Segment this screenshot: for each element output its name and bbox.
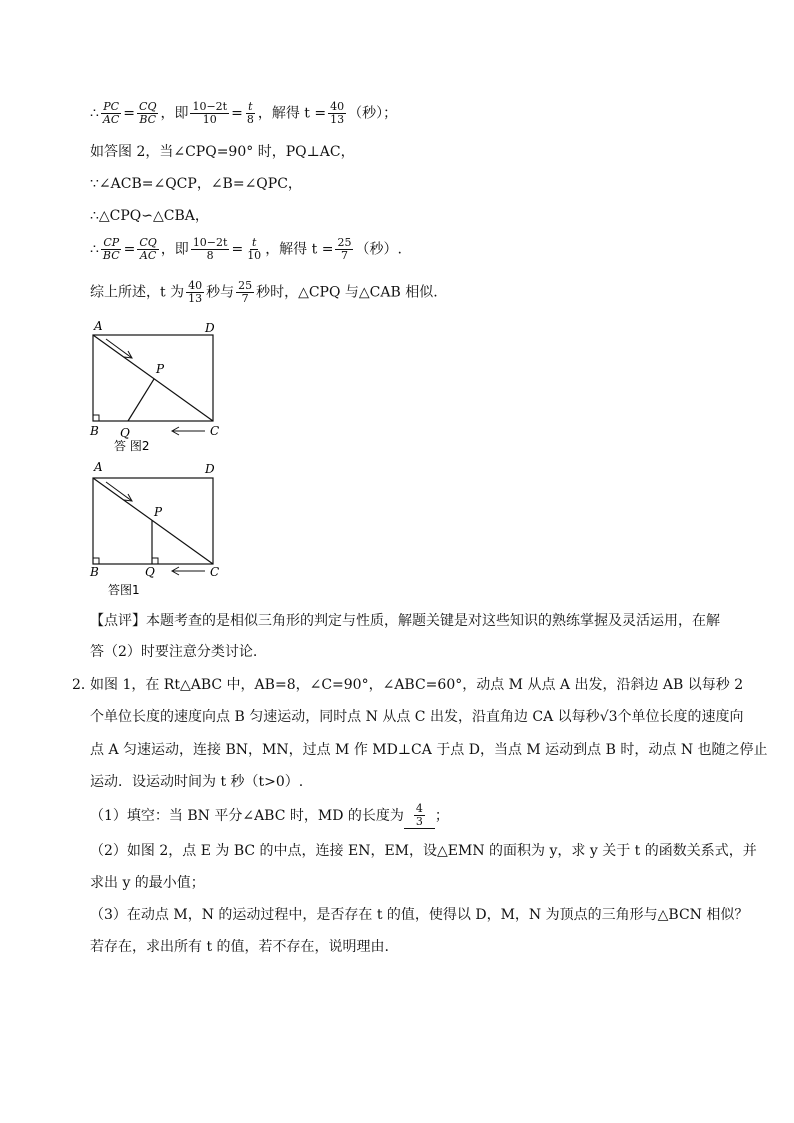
label-q: Q xyxy=(120,426,130,440)
solution-line-1: ∴ $\frac{PC}{AC}$ = $\frac{CQ}{BC}$ ，即 $\frac{10-2t}{10}$ = $\frac{t}{8}$ ，解得 t = $\frac{40}{13}$ （秒）； xyxy=(90,100,398,126)
solution-line-2: 如答图 2，当∠CPQ=90° 时，PQ⊥AC， xyxy=(90,144,355,160)
fraction-expr: $\frac{10-2t}{10}$ xyxy=(192,100,228,126)
label-c: C xyxy=(210,565,220,579)
fraction-4-3: $\frac{4}{3}$ xyxy=(415,802,423,828)
fraction-t: $\frac{t}{8}$ xyxy=(246,100,254,126)
comment-line-2: 答（2）时要注意分类讨论. xyxy=(90,644,258,660)
fraction-cq-bc: $\frac{CQ}{BC}$ xyxy=(139,100,157,126)
fraction-40-13: $\frac{40}{13}$ xyxy=(188,279,203,305)
label-a: A xyxy=(94,460,103,474)
comment-line-1: 【点评】本题考查的是相似三角形的判定与性质，解题关键是对这些知识的熟练掌握及灵活运用，在解 xyxy=(90,613,720,629)
solution-line-3: ∵∠ACB=∠QCP，∠B=∠QPC， xyxy=(90,176,302,192)
right-angle-mark xyxy=(93,415,99,421)
part-1: （1）填空：当 BN 平分∠ABC 时，MD 的长度为 $\frac{4}{3}$ ； xyxy=(90,802,449,828)
label-b: B xyxy=(90,565,99,579)
therefore-symbol: ∴ xyxy=(90,105,99,122)
question-line-2: 个单位长度的速度向点 B 匀速运动，同时点 N 从点 C 出发，沿直角边 CA 以每秒√3个单位长度的速度向 xyxy=(90,709,744,725)
sqrt3: √3 xyxy=(599,709,618,725)
label-p: P xyxy=(156,362,165,376)
fraction-t: $\frac{t}{10}$ xyxy=(247,236,262,262)
fraction-25-7: $\frac{25}{7}$ xyxy=(238,279,253,305)
label-p: P xyxy=(154,505,163,519)
arrow-ap xyxy=(106,339,132,358)
fraction-expr: $\frac{10-2t}{8}$ xyxy=(192,236,228,262)
figure-caption: 答图1 xyxy=(108,583,140,597)
fraction-pc-ac: $\frac{PC}{AC}$ xyxy=(102,100,120,126)
label-c: C xyxy=(210,424,220,438)
answer-blank xyxy=(404,803,435,829)
solution-line-4: ∴△CPQ∽△CBA， xyxy=(90,208,209,224)
part-3-line-2: 若存在，求出所有 t 的值，若不存在，说明理由. xyxy=(90,939,389,955)
question-line-1: 如图 1，在 Rt△ABC 中，AB=8，∠C=90°，∠ABC=60°，动点 M 从点 A 出发，沿斜边 AB 以每秒 2 xyxy=(90,677,744,693)
label-q: Q xyxy=(145,565,155,579)
fraction-result: $\frac{25}{7}$ xyxy=(337,236,352,262)
part-2-line-2: 求出 y 的最小值； xyxy=(90,875,205,891)
question-line-4: 运动．设运动时间为 t 秒（t>0）. xyxy=(90,774,304,790)
fraction-cq-ac: $\frac{CQ}{AC}$ xyxy=(139,236,157,262)
right-angle-mark xyxy=(93,558,99,564)
label-a: A xyxy=(94,319,103,333)
label-d: D xyxy=(205,462,215,476)
question-line-3: 点 A 匀速运动，连接 BN，MN，过点 M 作 MD⊥CA 于点 D，当点 M 运动到点 B 时，动点 N 也随之停止 xyxy=(90,742,768,758)
label-d: D xyxy=(205,321,215,335)
fraction-cp-bc: $\frac{CP}{BC}$ xyxy=(102,236,120,262)
arrow-ap xyxy=(106,482,132,501)
solution-line-5: ∴ $\frac{CP}{BC}$ = $\frac{CQ}{AC}$ ，即 $\frac{10-2t}{8}$ = $\frac{t}{10}$ ，解得 t = $\frac{25}{7}$ （秒）. xyxy=(90,236,402,262)
answer-figure-2 xyxy=(80,315,240,455)
diagonal-ac xyxy=(93,478,213,564)
diagonal-ac xyxy=(93,335,213,421)
label-b: B xyxy=(90,424,99,438)
answer-figure-1 xyxy=(80,458,240,598)
fraction-result: $\frac{40}{13}$ xyxy=(330,100,345,126)
segment-pq xyxy=(128,379,154,421)
figure-caption: 答 图2 xyxy=(114,439,150,453)
solution-summary: 综上所述，t 为 $\frac{40}{13}$ 秒与 $\frac{25}{7}$ 秒时，△CPQ 与△CAB 相似. xyxy=(90,279,438,305)
part-3-line-1: （3）在动点 M，N 的运动过程中，是否存在 t 的值，使得以 D，M，N 为顶点的三角形与△BCN 相似？ xyxy=(90,907,749,923)
part-2-line-1: （2）如图 2，点 E 为 BC 的中点，连接 EN，EM，设△EMN 的面积为 y，求 y 关于 t 的函数关系式，并 xyxy=(90,843,757,859)
right-angle-mark xyxy=(152,558,158,564)
question-number: 2． xyxy=(72,677,95,693)
